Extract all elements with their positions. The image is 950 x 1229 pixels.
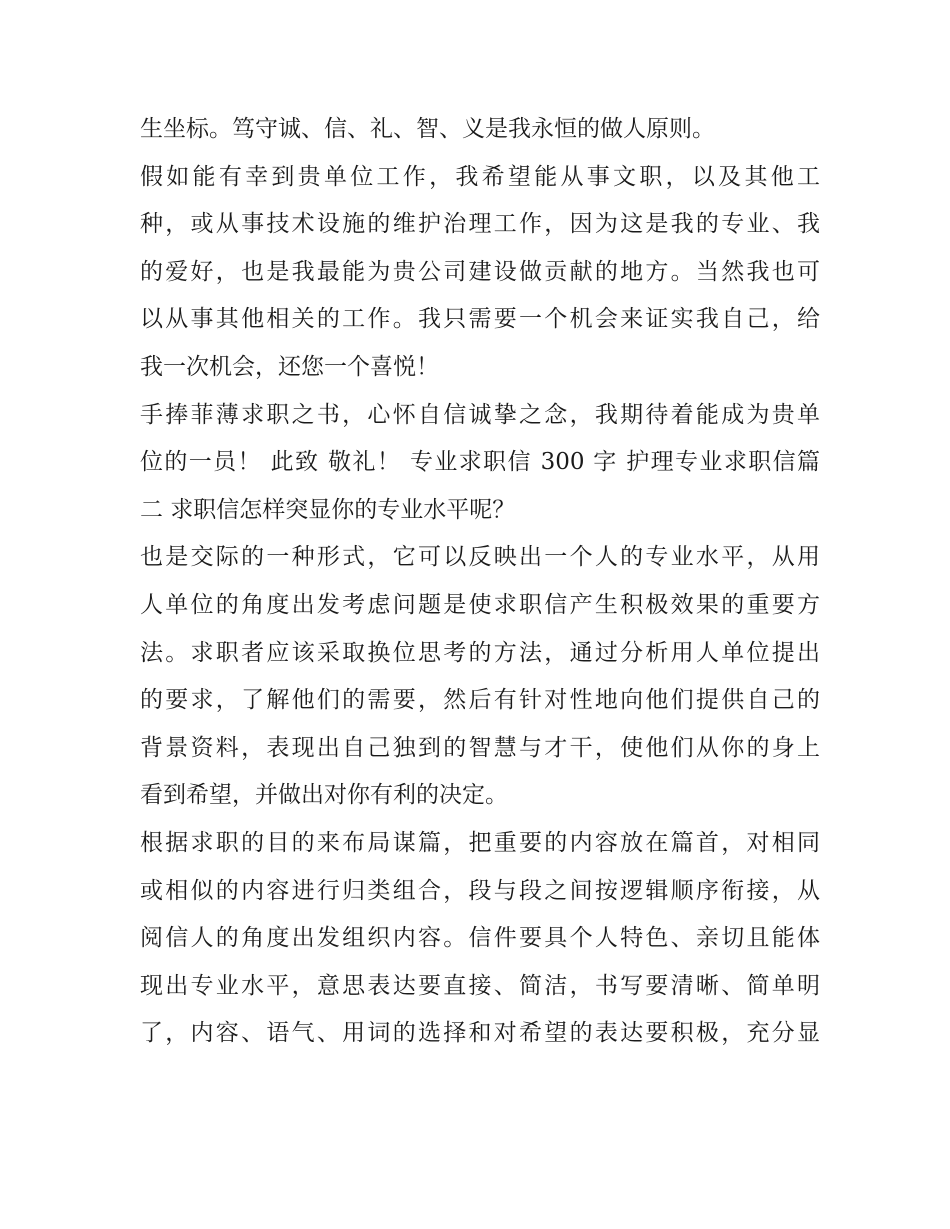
- text-line: 位的一员！ 此致 敬礼！ 专业求职信 300 字 护理专业求职信篇: [140, 449, 820, 476]
- text-line: 了，内容、语气、用词的选择和对希望的表达要积极，充分显: [140, 1020, 820, 1047]
- text-line: 也是交际的一种形式，它可以反映出一个人的专业水平，从用: [140, 544, 820, 571]
- text-line: 种，或从事技术设施的维护治理工作，因为这是我的专业、我: [140, 211, 820, 238]
- text-line: 假如能有幸到贵单位工作，我希望能从事文职，以及其他工: [140, 163, 820, 190]
- text-line: 手捧菲薄求职之书，心怀自信诚挚之念，我期待着能成为贵单: [140, 401, 820, 428]
- text-line: 二 求职信怎样突显你的专业水平呢？: [140, 496, 516, 523]
- text-line: 看到希望，并做出对你有利的决定。: [140, 782, 508, 809]
- text-line: 人单位的角度出发考虑问题是使求职信产生积极效果的重要方: [140, 591, 820, 618]
- body-text: [140, 106, 820, 1058]
- text-line: 现出专业水平，意思表达要直接、简洁，书写要清晰、简单明: [140, 972, 820, 999]
- text-line: 背景资料，表现出自己独到的智慧与才干，使他们从你的身上: [140, 734, 820, 761]
- text-line: 阅信人的角度出发组织内容。信件要具个人特色、亲切且能体: [140, 925, 820, 952]
- text-line: 我一次机会，还您一个喜悦！: [140, 353, 439, 380]
- text-line: 生坐标。笃守诚、信、礼、智、义是我永恒的做人原则。: [140, 116, 715, 142]
- text-line: 根据求职的目的来布局谋篇，把重要的内容放在篇首，对相同: [140, 829, 820, 856]
- text-line: 的爱好，也是我最能为贵公司建设做贡献的地方。当然我也可: [140, 258, 820, 285]
- text-line: 或相似的内容进行归类组合，段与段之间按逻辑顺序衔接，从: [140, 877, 820, 904]
- text-line: 法。求职者应该采取换位思考的方法，通过分析用人单位提出: [140, 639, 820, 666]
- text-line: 以从事其他相关的工作。我只需要一个机会来证实我自己，给: [140, 306, 820, 333]
- text-line: 的要求，了解他们的需要，然后有针对性地向他们提供自己的: [140, 687, 820, 714]
